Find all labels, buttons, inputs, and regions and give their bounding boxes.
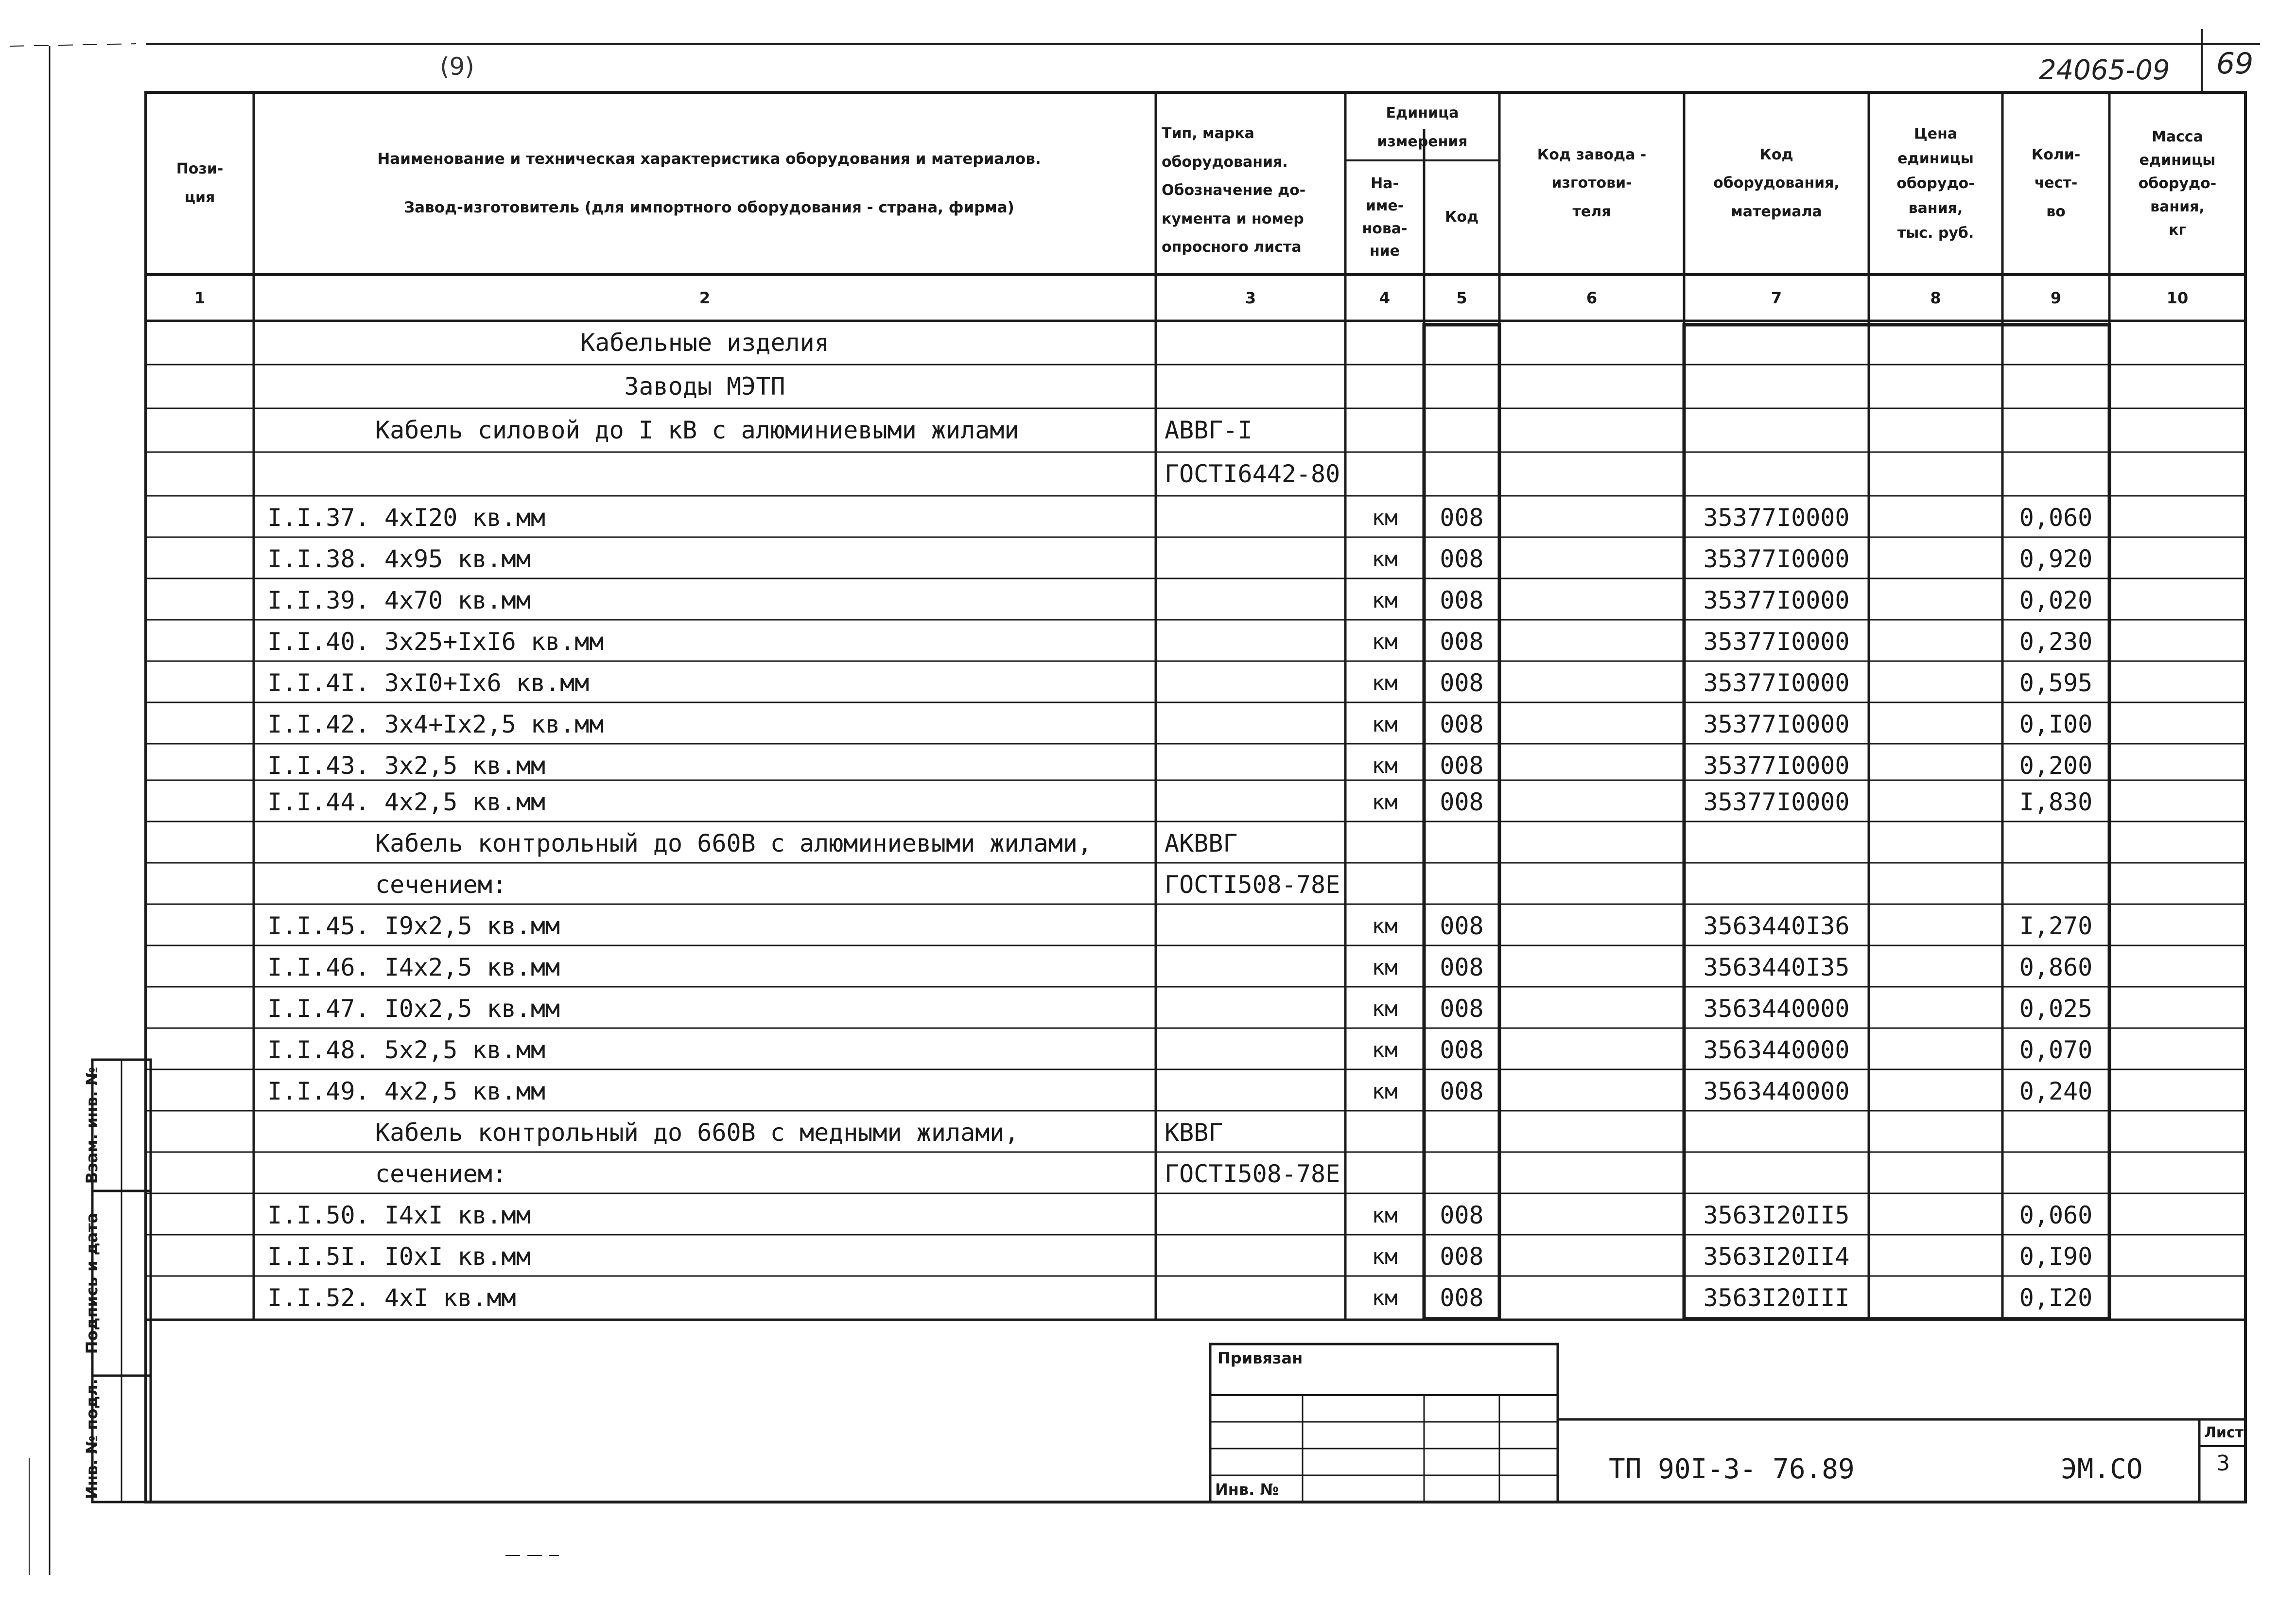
- row-quantity: [2002, 821, 2109, 865]
- row-unit: км: [1372, 629, 1398, 654]
- page-number: 69: [2216, 47, 2254, 81]
- row-type: [1156, 1028, 1345, 1072]
- row-material-code: 3563I20II4: [1703, 1242, 1850, 1271]
- row-type: [1156, 578, 1345, 622]
- row-name: Заводы МЭТП: [624, 372, 785, 401]
- row-name: I.I.44. 4х2,5 кв.мм: [267, 788, 545, 816]
- row-unit-code: [1424, 408, 1499, 452]
- row-unit: км: [1372, 1037, 1398, 1063]
- colnum-4: 4: [1379, 288, 1391, 307]
- header-material-code: Код оборудования, материала: [1713, 146, 1840, 220]
- row-material-code: [1684, 821, 1869, 865]
- row-quantity: [2002, 365, 2109, 408]
- row-material-code: 35377I0000: [1703, 545, 1850, 573]
- row-material-code: 3563440000: [1703, 1077, 1850, 1105]
- row-unit: км: [1372, 1079, 1398, 1104]
- row-type: [1156, 537, 1345, 581]
- row-material-code: 3563I20III: [1703, 1284, 1850, 1312]
- title-block-section: ЭМ.СО: [2061, 1453, 2143, 1485]
- row-type: [1156, 620, 1345, 664]
- row-type: [1156, 987, 1345, 1031]
- row-quantity: 0,025: [2019, 995, 2093, 1023]
- header-type: Тип, марка оборудования. Обозначение до- кумента и номер опросного листа: [1162, 125, 1306, 256]
- row-material-code: 35377I0000: [1703, 669, 1850, 697]
- title-block-sheet-value: 3: [2216, 1451, 2230, 1476]
- row-unit-code: 008: [1440, 1077, 1484, 1105]
- row-unit-code: 008: [1440, 953, 1484, 981]
- row-unit-code: [1424, 1152, 1499, 1196]
- row-type: ГОСТI508-78Е: [1165, 1160, 1340, 1188]
- row-unit-code: 008: [1440, 995, 1484, 1023]
- header-factory-code: Код завода - изготови- теля: [1537, 146, 1647, 220]
- row-unit: [1345, 408, 1424, 452]
- row-quantity: 0,860: [2019, 953, 2093, 981]
- colnum-7: 7: [1771, 288, 1782, 307]
- row-unit-code: [1424, 1111, 1499, 1154]
- row-name: [254, 452, 1156, 496]
- row-unit-code: [1424, 863, 1499, 907]
- colnum-5: 5: [1456, 288, 1467, 307]
- header-unit-name: На- име- нова- ние: [1362, 175, 1408, 260]
- row-unit: км: [1372, 670, 1398, 696]
- row-material-code: [1684, 452, 1869, 496]
- sheet-top-label: (9): [440, 52, 474, 81]
- row-name: I.I.40. 3х25+IхI6 кв.мм: [267, 628, 604, 656]
- row-unit: км: [1372, 789, 1398, 815]
- row-type: [1156, 904, 1345, 948]
- colnum-8: 8: [1930, 288, 1941, 307]
- title-block-sheet-label: Лист: [2204, 1424, 2244, 1441]
- row-material-code: 3563440I36: [1703, 912, 1850, 940]
- row-quantity: 0,240: [2019, 1077, 2093, 1105]
- row-unit-code: 008: [1440, 912, 1484, 940]
- row-name: I.I.43. 3х2,5 кв.мм: [267, 752, 545, 780]
- row-material-code: [1684, 321, 1869, 365]
- row-unit-code: 008: [1440, 1201, 1484, 1229]
- row-material-code: 3563440000: [1703, 1036, 1850, 1064]
- row-name: сечением:: [375, 871, 507, 899]
- row-name: I.I.50. I4хI кв.мм: [267, 1201, 531, 1229]
- row-unit: км: [1372, 996, 1398, 1021]
- row-quantity: [2002, 1152, 2109, 1196]
- colnum-10: 10: [2166, 288, 2189, 307]
- row-type: [1156, 661, 1345, 705]
- row-unit: [1345, 321, 1424, 365]
- row-material-code: 35377I0000: [1703, 788, 1850, 816]
- row-unit: [1345, 863, 1424, 907]
- row-unit: [1345, 452, 1424, 496]
- row-quantity: 0,060: [2019, 1201, 2093, 1229]
- row-quantity: 0,060: [2019, 504, 2093, 532]
- colnum-3: 3: [1245, 288, 1256, 307]
- row-type: ГОСТI508-78Е: [1165, 871, 1340, 899]
- row-type: [1156, 321, 1345, 365]
- row-material-code: 3563440I35: [1703, 953, 1850, 981]
- stamp-bound: Привязан: [1218, 1349, 1303, 1367]
- row-unit: км: [1372, 546, 1398, 572]
- row-quantity: 0,595: [2019, 669, 2093, 697]
- row-unit-code: [1424, 321, 1499, 365]
- row-type: [1156, 365, 1345, 408]
- row-unit-code: [1424, 452, 1499, 496]
- row-unit-code: 008: [1440, 545, 1484, 573]
- row-type: [1156, 1193, 1345, 1237]
- row-unit-code: 008: [1440, 788, 1484, 816]
- colnum-6: 6: [1586, 288, 1598, 307]
- row-quantity: I,270: [2019, 912, 2093, 940]
- row-type: [1156, 702, 1345, 746]
- row-unit: [1345, 1111, 1424, 1154]
- row-name: I.I.47. I0х2,5 кв.мм: [267, 995, 560, 1023]
- row-quantity: 0,230: [2019, 628, 2093, 656]
- row-quantity: [2002, 321, 2109, 365]
- title-block-project: ТП 90I-3- 76.89: [1609, 1453, 1855, 1485]
- row-quantity: [2002, 452, 2109, 496]
- row-unit-code: 008: [1440, 628, 1484, 656]
- row-type: [1156, 496, 1345, 540]
- header-mass: Масса единицы оборудо- вания, кг: [2138, 128, 2217, 239]
- row-type: АКВВГ: [1165, 829, 1238, 857]
- row-unit-code: 008: [1440, 586, 1484, 614]
- row-unit: км: [1372, 1244, 1398, 1269]
- row-unit-code: 008: [1440, 1242, 1484, 1271]
- row-name: I.I.39. 4х70 кв.мм: [267, 586, 531, 614]
- row-quantity: 0,200: [2019, 752, 2093, 780]
- row-type: [1156, 780, 1345, 824]
- row-quantity: I,830: [2019, 788, 2093, 816]
- row-quantity: [2002, 1111, 2109, 1154]
- document-code: 24065-09: [2039, 54, 2170, 86]
- row-type: ГОСТI6442-80: [1165, 460, 1340, 488]
- row-quantity: 0,I00: [2019, 710, 2093, 738]
- row-material-code: 3563440000: [1703, 995, 1850, 1023]
- row-name: Кабель силовой до I кВ с алюминиевыми жилами: [375, 416, 1019, 444]
- row-name: Кабельные изделия: [580, 329, 829, 357]
- row-name: Кабель контрольный до 660В с алюминиевыми жилами,: [375, 829, 1093, 857]
- side-label-signature: Подпись и дата: [83, 1212, 101, 1354]
- row-name: Кабель контрольный до 660В с медными жилами,: [375, 1119, 1019, 1147]
- row-quantity: 0,I90: [2019, 1242, 2093, 1271]
- row-unit-code: 008: [1440, 752, 1484, 780]
- row-type: [1156, 1069, 1345, 1113]
- row-quantity: 0,I20: [2019, 1284, 2093, 1312]
- row-material-code: 35377I0000: [1703, 504, 1850, 532]
- row-unit: [1345, 1152, 1424, 1196]
- row-type: [1156, 945, 1345, 989]
- row-quantity: [2002, 863, 2109, 907]
- header-quantity: Коли- чест- во: [2031, 146, 2081, 220]
- row-material-code: [1684, 1152, 1869, 1196]
- header-position: Пози- ция: [176, 160, 224, 206]
- header-name: Наименование и техническая характеристика оборудования и материалов. Завод-изготовитель (для импортного оборудования - страна, фирма): [377, 150, 1041, 216]
- row-name: I.I.42. 3х4+Iх2,5 кв.мм: [267, 710, 604, 738]
- row-unit: [1345, 821, 1424, 865]
- row-unit: км: [1372, 955, 1398, 980]
- row-material-code: 3563I20II5: [1703, 1201, 1850, 1229]
- row-name: I.I.49. 4х2,5 кв.мм: [267, 1077, 545, 1105]
- row-unit: км: [1372, 588, 1398, 613]
- side-label-replacement: Взам. инв. №: [83, 1066, 101, 1184]
- row-name: I.I.4I. 3хI0+Iх6 кв.мм: [267, 669, 590, 697]
- stamp-inv: Инв. №: [1215, 1480, 1279, 1499]
- row-quantity: 0,020: [2019, 586, 2093, 614]
- row-unit: км: [1372, 913, 1398, 939]
- colnum-2: 2: [699, 288, 711, 307]
- row-material-code: 35377I0000: [1703, 586, 1850, 614]
- row-material-code: [1684, 863, 1869, 907]
- row-name: I.I.52. 4хI кв.мм: [267, 1284, 516, 1312]
- row-unit: км: [1372, 505, 1398, 530]
- row-quantity: 0,920: [2019, 545, 2093, 573]
- side-label-original-inv: Инв. № подл.: [83, 1379, 101, 1499]
- row-quantity: 0,070: [2019, 1036, 2093, 1064]
- row-material-code: [1684, 365, 1869, 408]
- row-quantity: [2002, 408, 2109, 452]
- row-name: I.I.48. 5х2,5 кв.мм: [267, 1036, 545, 1064]
- row-unit: км: [1372, 1203, 1398, 1228]
- row-unit: км: [1372, 1285, 1398, 1311]
- row-unit-code: 008: [1440, 669, 1484, 697]
- header-unit-group: Единица измерения: [1377, 105, 1468, 150]
- row-name: I.I.5I. I0хI кв.мм: [267, 1242, 531, 1271]
- row-unit-code: [1424, 365, 1499, 408]
- header-unit-code: Код: [1444, 209, 1479, 226]
- row-material-code: 35377I0000: [1703, 710, 1850, 738]
- colnum-9: 9: [2050, 288, 2062, 307]
- row-material-code: [1684, 408, 1869, 452]
- row-unit: км: [1372, 712, 1398, 737]
- row-name: I.I.46. I4х2,5 кв.мм: [267, 953, 560, 981]
- row-type: АВВГ-I: [1165, 416, 1252, 444]
- row-type: [1156, 1235, 1345, 1278]
- row-unit: [1345, 365, 1424, 408]
- row-unit-code: [1424, 821, 1499, 865]
- row-material-code: 35377I0000: [1703, 628, 1850, 656]
- row-material-code: 35377I0000: [1703, 752, 1850, 780]
- row-name: I.I.45. I9х2,5 кв.мм: [267, 912, 560, 940]
- colnum-1: 1: [194, 288, 206, 307]
- row-material-code: [1684, 1111, 1869, 1154]
- row-type: КВВГ: [1165, 1119, 1223, 1147]
- row-unit-code: 008: [1440, 1284, 1484, 1312]
- row-unit-code: 008: [1440, 504, 1484, 532]
- row-name: сечением:: [375, 1160, 507, 1188]
- row-unit-code: 008: [1440, 1036, 1484, 1064]
- row-name: I.I.38. 4х95 кв.мм: [267, 545, 531, 573]
- row-type: [1156, 1276, 1345, 1320]
- row-name: I.I.37. 4хI20 кв.мм: [267, 504, 545, 532]
- row-unit-code: 008: [1440, 710, 1484, 738]
- row-unit: км: [1372, 753, 1398, 778]
- header-price: Цена единицы оборудо- вания, тыс. руб.: [1896, 125, 1975, 242]
